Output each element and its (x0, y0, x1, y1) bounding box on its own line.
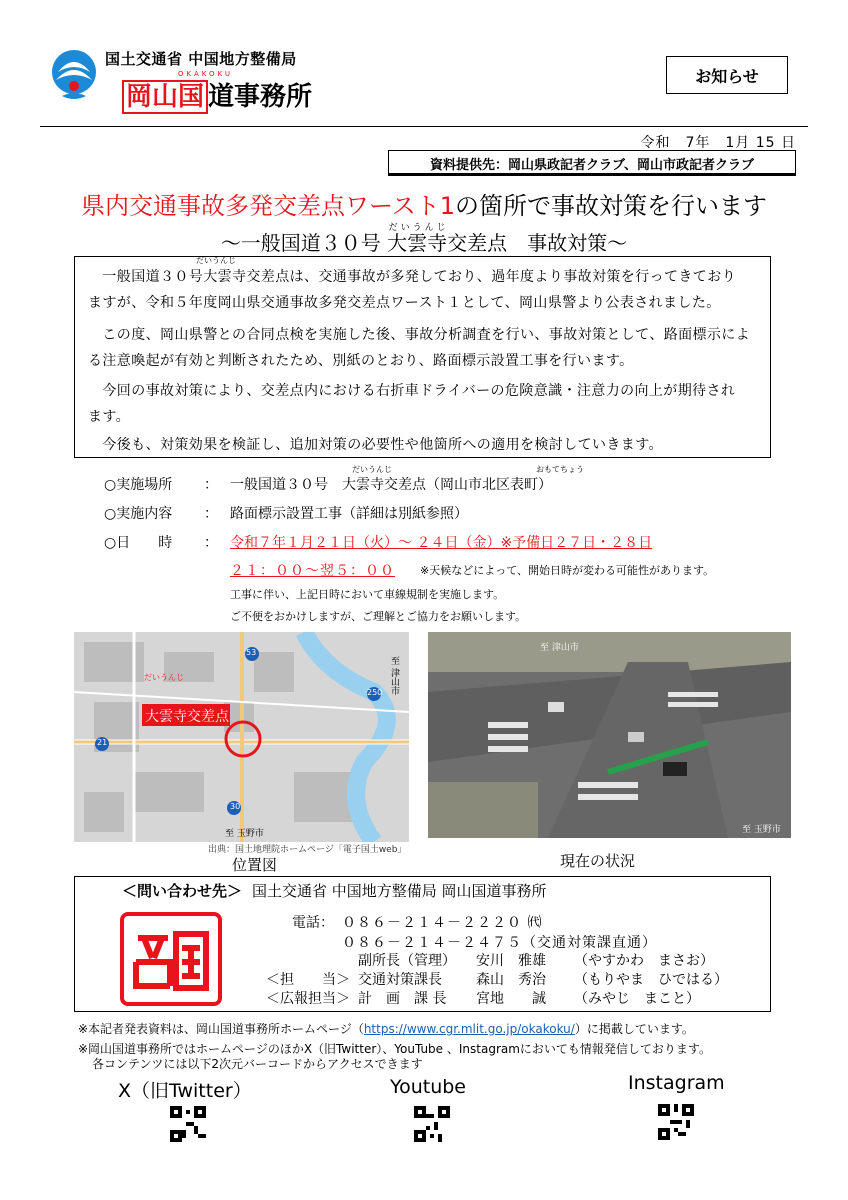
contact-org: 国土交通省 中国地方整備局 岡山国道事務所 (252, 882, 547, 900)
p1-name: 安川 雅雄 (476, 953, 546, 969)
instagram-qr-code[interactable] (658, 1104, 694, 1140)
title-red: 県内交通事故多発交差点ワースト1 (80, 192, 456, 220)
office-name (122, 76, 312, 113)
sns-x-label: X（旧Twitter） (118, 1080, 252, 1102)
para-4: 今後も、対策効果を検証し、追加対策の必要性や他箇所への適用を検討していきます。 (88, 437, 663, 453)
footer-note-2: ※岡山国道事務所ではホームページのほかX（旧Twitter）、YouTube 、Instagramにおいても情報発信しております。 (78, 1042, 711, 1056)
p3-name: 宮地 誠 (476, 991, 546, 1007)
p3-role: 計 画 課 長 (358, 991, 447, 1007)
photo-sign-tsuyama: 至 津山市 (540, 643, 579, 653)
map-label-ruby: だいうんじ (144, 673, 184, 682)
map-caption: 位置図 (232, 856, 278, 874)
source-box: 資料提供先：岡山県政記者クラブ、岡山市政記者クラブ (388, 150, 796, 176)
footer-note-1: ※本記者発表資料は、岡山国道事務所ホームページ（https://www.cgr.mlit.go.jp/okakoku/）に掲載しています。 (78, 1022, 694, 1036)
subtitle-pre: ～一般国道３０号 (220, 231, 388, 255)
map-sign-tsuyama: 至 津山市 (389, 656, 399, 695)
location-map (74, 632, 409, 842)
content-label: ○実施内容 (104, 506, 173, 522)
subtitle-ruby: だいうんじ (387, 223, 448, 233)
notice-badge: お知らせ (666, 56, 788, 94)
tel-label: 電話： (292, 915, 334, 931)
place-colon: ： (204, 477, 218, 493)
p2-role: 交通対策課長 (358, 972, 442, 988)
date-label: ○日 時 (104, 535, 173, 551)
photo-caption: 現在の状況 (560, 852, 636, 870)
tel-1: ０８６－２１４－２２２０ ㈹ (342, 915, 543, 931)
place-ruby-2: おもてちょう (536, 465, 584, 474)
homepage-link[interactable]: https://www.cgr.mlit.go.jp/okakoku/ (363, 1022, 575, 1036)
map-sign-tamano: 至 玉野市 (225, 829, 264, 839)
route-53: 53 (246, 648, 257, 657)
time-value: ２１：００～翌５：００ (230, 563, 395, 579)
p2-kana: （もりやま ひではる） (574, 972, 728, 988)
place-value: 一般国道３０号 大雲寺交差点（岡山市北区表町） (230, 477, 552, 493)
map-source: 出典：国土地理院ホームページ「電子国土web」 (208, 845, 407, 855)
mlit-logo (48, 46, 100, 106)
p2-name: 森山 秀治 (476, 972, 546, 988)
page-subtitle (0, 223, 848, 256)
p2-label: ＜担 当＞ (266, 972, 350, 988)
page-title (0, 186, 848, 221)
para-3a: 今回の事故対策により、交差点内における右折車ドライバーの危険意識・注意力の向上が期待され (88, 383, 736, 399)
p1-kana: （やすかわ まさお） (574, 953, 714, 969)
photo-sign-tamano: 至 玉野市 (742, 825, 781, 835)
para-2a: この度、岡山県警との合同点検を実施した後、事故分析調査を行い、事故対策として、路面標示によ (88, 327, 751, 343)
place-ruby-1: だいうんじ (352, 465, 392, 474)
footer-note-3: 各コンテンツには以下2次元バーコードからアクセスできます (92, 1057, 423, 1071)
x-qr-code[interactable] (170, 1106, 206, 1142)
content-colon: ： (204, 506, 218, 522)
p3-label: ＜広報担当＞ (266, 991, 350, 1007)
apology-note: ご不便をおかけしますが、ご理解とご協力をお願いします。 (230, 610, 527, 623)
sns-instagram-label: Instagram (628, 1072, 725, 1094)
para-3b: ます。 (88, 409, 131, 425)
time-note: ※天候などによって、開始日時が変わる可能性があります。 (420, 564, 715, 577)
date-value: 令和７年１月２１日（火）～ ２４日（金）※予備日２７日・２８日 (230, 535, 653, 551)
tel-2: ０８６－２１４－２４７５（交通対策課直通） (342, 935, 657, 951)
map-label: 大雲寺交差点 (145, 709, 229, 725)
office-name-red: 岡山国 (122, 80, 208, 114)
intersection-photo (428, 632, 791, 838)
route-30: 30 (230, 802, 241, 811)
para-1b: ますが、令和５年度岡山県交通事故多発交差点ワースト１として、岡山県警より公表されました。 (88, 295, 721, 311)
org-name: 国土交通省 中国地方整備局 (105, 50, 297, 68)
sns-youtube-label: Youtube (390, 1076, 466, 1098)
title-black: の箇所で事故対策を行います (455, 192, 768, 220)
header-divider (40, 126, 808, 127)
date-colon: ： (204, 535, 218, 551)
contact-title: ＜問い合わせ先＞ (122, 882, 243, 900)
content-value: 路面標示設置工事（詳細は別紙参照） (230, 506, 468, 522)
release-date: 令和 7年 1月 15 日 (640, 135, 796, 151)
office-ruby: OKAKOKU (178, 70, 234, 78)
p3-kana: （みやじ まこと） (574, 991, 700, 1007)
place-label: ○実施場所 (104, 477, 173, 493)
subtitle-ruby-base: 大雲寺だいうんじ (387, 223, 448, 255)
office-name-black: 道事務所 (208, 82, 313, 112)
okakoku-logo (120, 912, 222, 1006)
subtitle-post: 交差点 事故対策～ (447, 231, 628, 255)
restriction-note: 工事に伴い、上記日時において車線規制を実施します。 (230, 588, 505, 601)
p1-role: 副所長（管理） (358, 953, 456, 969)
route-21: 21 (97, 738, 108, 747)
body-ruby: だいうんじ (196, 256, 236, 265)
para-2b: る注意喚起が有効と判断されたため、別紙のとおり、路面標示設置工事を行います。 (88, 353, 634, 369)
para-1a: 一般国道３０号大雲寺交差点は、交通事故が多発しており、過年度より事故対策を行ってきており (88, 269, 736, 285)
route-250: 250 (367, 688, 383, 697)
youtube-qr-code[interactable] (414, 1106, 450, 1142)
